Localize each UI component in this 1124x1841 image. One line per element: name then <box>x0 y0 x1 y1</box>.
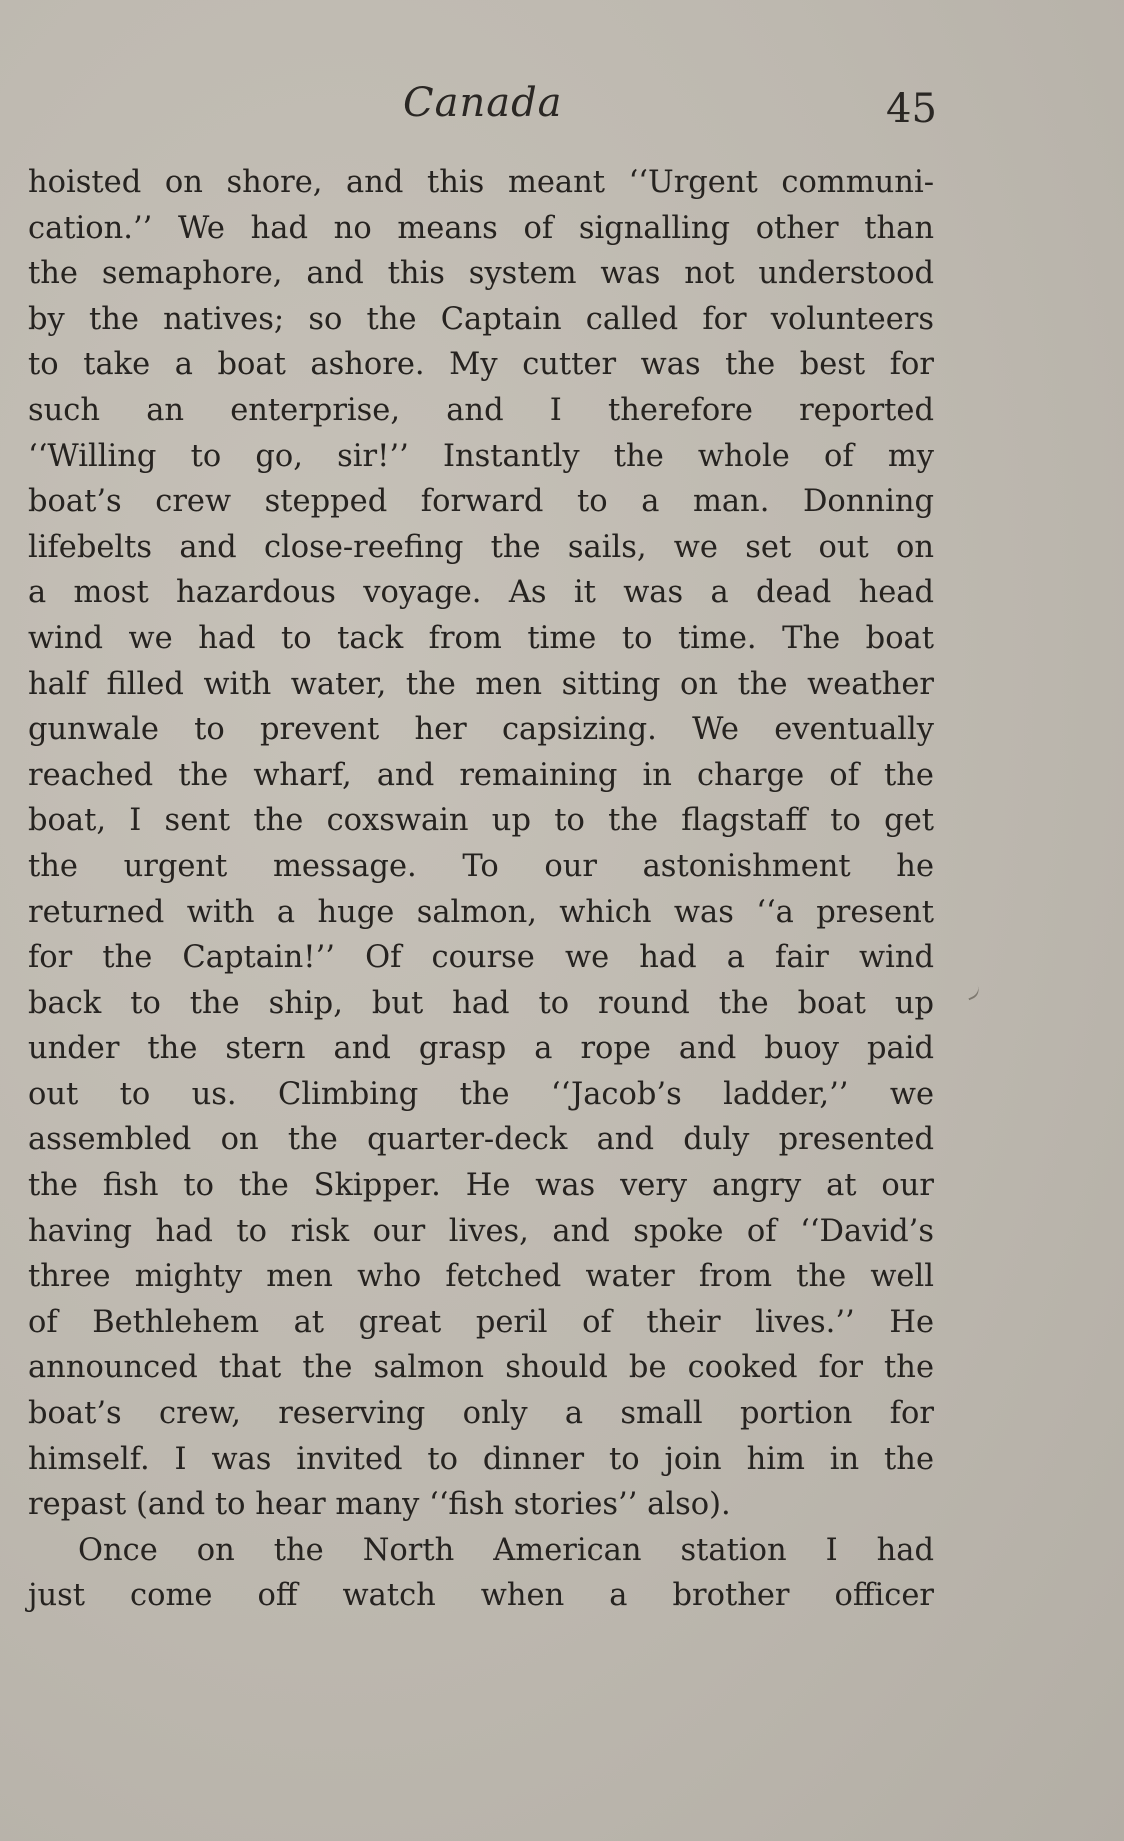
text-line: returned with a huge salmon, which was ‘‘a present <box>28 894 934 930</box>
running-title: Canada <box>403 80 563 126</box>
page-header <box>0 80 1124 140</box>
text-line: the urgent message. To our astonishment he <box>28 848 934 884</box>
text-line: the semaphore, and this system was not understood <box>28 256 934 292</box>
text-line: to take a boat ashore. My cutter was the best for <box>28 347 934 383</box>
text-line: cation.’’ We had no means of signalling other than <box>28 210 934 246</box>
text-line: assembled on the quarter-deck and duly presented <box>28 1122 934 1158</box>
text-line: just come off watch when a brother officer <box>28 1578 934 1614</box>
text-line: the fish to the Skipper. He was very angry at our <box>28 1168 934 1204</box>
text-line: back to the ship, but had to round the boat up <box>28 985 934 1021</box>
text-line: boat’s crew, reserving only a small portion for <box>28 1396 934 1432</box>
text-line: a most hazardous voyage. As it was a dead head <box>28 575 934 611</box>
text-line: having had to risk our lives, and spoke of ‘‘David’s <box>28 1213 934 1249</box>
text-line: Once on the North American station I had <box>78 1532 934 1568</box>
text-line: half filled with water, the men sitting on the weather <box>28 666 934 702</box>
text-line: himself. I was invited to dinner to join him in the <box>28 1441 934 1477</box>
text-line: out to us. Climbing the ‘‘Jacob’s ladder,’’ we <box>28 1076 934 1112</box>
text-line: under the stern and grasp a rope and buoy paid <box>28 1031 934 1067</box>
text-line: repast (and to hear many ‘‘fish stories’’ also). <box>28 1487 731 1523</box>
text-line: hoisted on shore, and this meant ‘‘Urgent communi- <box>28 165 934 200</box>
text-line: lifebelts and close-reefing the sails, we set out on <box>28 529 934 565</box>
text-line: of Bethlehem at great peril of their lives.’’ He <box>28 1304 934 1340</box>
margin-pencil-mark <box>964 984 982 1001</box>
text-line: three mighty men who fetched water from the well <box>28 1259 934 1295</box>
text-line: by the natives; so the Captain called for volunteers <box>28 301 934 337</box>
text-line: reached the wharf, and remaining in charge of the <box>28 757 934 793</box>
text-line: for the Captain!’’ Of course we had a fair wind <box>28 940 934 976</box>
text-line: ‘‘Willing to go, sir!’’ Instantly the whole of my <box>28 438 934 474</box>
text-line: wind we had to tack from time to time. The boat <box>28 620 934 656</box>
page-number: 45 <box>886 86 937 132</box>
body-text <box>28 160 934 1619</box>
text-line: boat’s crew stepped forward to a man. Donning <box>28 484 934 520</box>
text-line: announced that the salmon should be cooked for the <box>28 1350 934 1386</box>
text-line: boat, I sent the coxswain up to the flagstaff to get <box>28 803 934 839</box>
text-line: such an enterprise, and I therefore reported <box>28 392 934 428</box>
text-line: gunwale to prevent her capsizing. We eventually <box>28 712 934 748</box>
